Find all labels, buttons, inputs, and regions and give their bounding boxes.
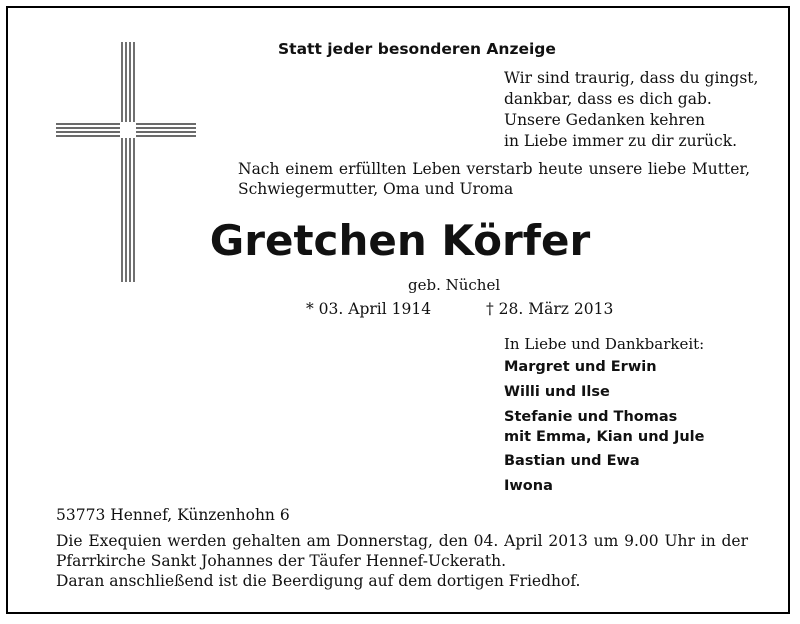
poem	[504, 68, 774, 152]
mourner-name: Willi und Ilse	[504, 384, 610, 400]
death-date: † 28. März 2013	[486, 300, 614, 318]
address: 53773 Hennef, Künzenhohn 6	[56, 506, 290, 524]
poem-line: dankbar, dass es dich gab.	[504, 90, 712, 108]
poem-line: in Liebe immer zu dir zurück.	[504, 132, 738, 150]
mourner-name: Bastian und Ewa	[504, 453, 640, 469]
service-line: Daran anschließend ist die Beerdigung auf dem dortigen Friedhof.	[56, 572, 581, 590]
intro-line: Nach einem erfüllten Leben verstarb heute unsere liebe Mutter,	[238, 160, 750, 178]
maiden-name: geb. Nüchel	[408, 276, 501, 294]
obituary-notice	[6, 6, 790, 614]
service-info	[56, 531, 748, 591]
intro-text	[238, 159, 750, 199]
intro-line: Schwiegermutter, Oma und Uroma	[238, 180, 514, 198]
deceased-name: Gretchen Körfer	[209, 216, 591, 265]
mourner-name: Iwona	[504, 478, 553, 494]
mourner-name: Margret und Erwin	[504, 359, 657, 375]
poem-line: Unsere Gedanken kehren	[504, 111, 705, 129]
birth-date: * 03. April 1914	[306, 300, 432, 318]
notice-header: Statt jeder besonderen Anzeige	[278, 40, 556, 58]
poem-line: Wir sind traurig, dass du gingst,	[504, 69, 759, 87]
mourner-name: Stefanie und Thomas	[504, 409, 678, 425]
mourner-name: mit Emma, Kian und Jule	[504, 429, 705, 445]
service-line: Die Exequien werden gehalten am Donnerstag, den 04. April 2013 um 9.00 Uhr in der	[56, 532, 748, 550]
service-line: Pfarrkirche Sankt Johannes der Täufer Hennef-Uckerath.	[56, 552, 507, 570]
mourners-intro: In Liebe und Dankbarkeit:	[504, 335, 705, 353]
